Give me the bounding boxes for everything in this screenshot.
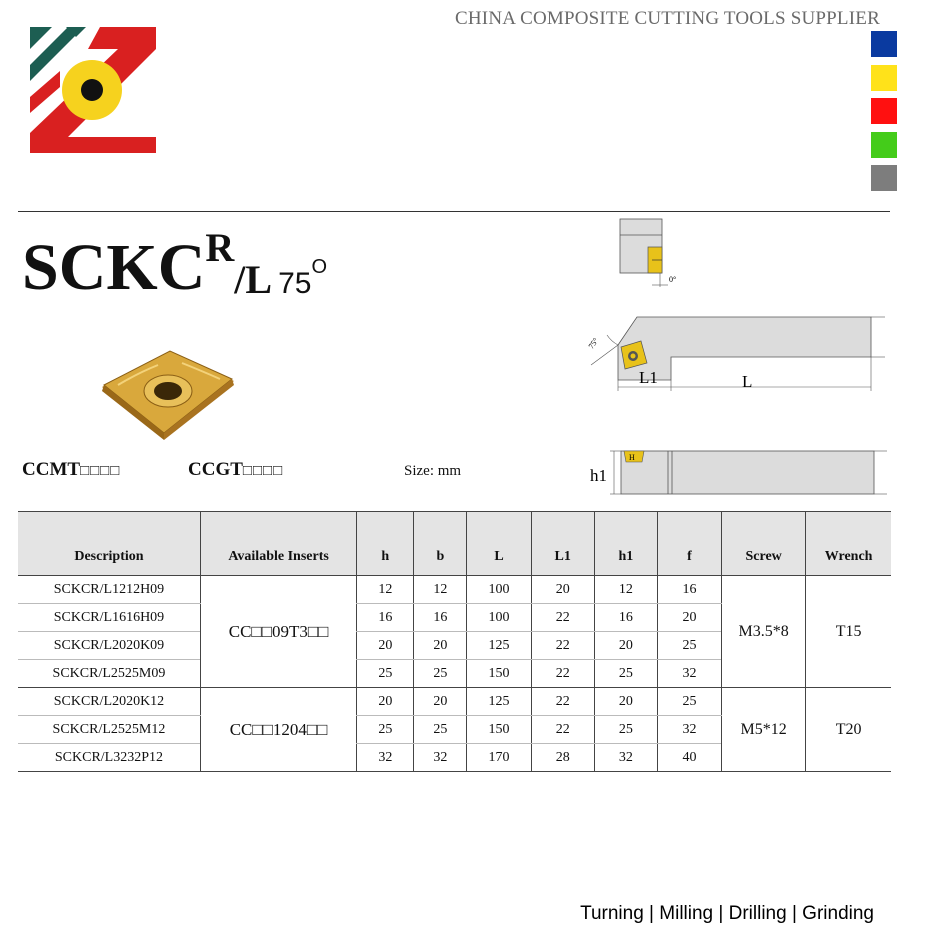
cell-h1: 25: [594, 716, 657, 744]
cell-L1: 22: [531, 716, 594, 744]
header-L: L: [467, 512, 531, 576]
cell-L: 125: [467, 688, 531, 716]
cell-L1: 20: [531, 576, 594, 604]
cell-h: 20: [357, 632, 414, 660]
cell-description: SCKCR/L2525M12: [18, 716, 200, 744]
cell-L: 170: [467, 744, 531, 772]
cell-f: 16: [657, 576, 721, 604]
cell-h1: 32: [594, 744, 657, 772]
spec-table: [18, 511, 891, 772]
color-swatch-grey: [871, 165, 897, 191]
cell-L: 100: [467, 576, 531, 604]
color-swatch-blue: [871, 31, 897, 57]
dim-h1-label: h1: [590, 466, 607, 485]
cell-L: 150: [467, 660, 531, 688]
cell-description: SCKCR/L3232P12: [18, 744, 200, 772]
cell-insert: CC□□09T3□□: [200, 576, 356, 688]
color-swatch-green: [871, 132, 897, 158]
footer-services: Turning | Milling | Drilling | Grinding: [580, 903, 874, 924]
cell-h1: 25: [594, 660, 657, 688]
cell-L1: 22: [531, 688, 594, 716]
cell-f: 20: [657, 604, 721, 632]
header-b: b: [414, 512, 467, 576]
top-view-drawing: [612, 215, 692, 290]
dim-L1-label: L1: [639, 368, 658, 387]
company-logo: [30, 27, 156, 153]
product-title: [22, 225, 328, 304]
cell-wrench: T20: [806, 688, 891, 772]
table-row: [18, 688, 891, 716]
cell-L1: 28: [531, 744, 594, 772]
cell-description: SCKCR/L1212H09: [18, 576, 200, 604]
cell-h: 25: [357, 660, 414, 688]
cell-h1: 16: [594, 604, 657, 632]
cell-L: 150: [467, 716, 531, 744]
cell-L1: 22: [531, 604, 594, 632]
cell-f: 32: [657, 660, 721, 688]
table-row: [18, 576, 891, 604]
title-variant: L: [245, 257, 273, 302]
cell-h1: 12: [594, 576, 657, 604]
cell-f: 25: [657, 688, 721, 716]
cell-description: SCKCR/L2020K09: [18, 632, 200, 660]
cell-description: SCKCR/L2020K12: [18, 688, 200, 716]
cell-L: 125: [467, 632, 531, 660]
header-screw: Screw: [722, 512, 806, 576]
f-marker-label: H: [629, 453, 635, 462]
cell-b: 16: [414, 604, 467, 632]
cell-insert: CC□□1204□□: [200, 688, 356, 772]
dim-L-label: L: [742, 372, 753, 391]
header-wrench: Wrench: [806, 512, 891, 576]
top-view-angle-label: 0°: [669, 275, 677, 284]
title-angle: $75^O$: [278, 256, 328, 300]
header-h: h: [357, 512, 414, 576]
cell-b: 20: [414, 688, 467, 716]
header-description: Description: [18, 512, 200, 576]
insert-code-ccgt: CCGT□□□□: [188, 459, 284, 480]
insert-code-ccmt: CCMT□□□□: [22, 459, 121, 480]
cell-b: 20: [414, 632, 467, 660]
cell-description: SCKCR/L1616H09: [18, 604, 200, 632]
color-swatch-red: [871, 98, 897, 124]
table-header-row: [18, 512, 891, 576]
color-swatch-yellow: [871, 65, 897, 91]
side-angle-label: 75°: [586, 336, 601, 351]
company-tagline: CHINA COMPOSITE CUTTING TOOLS SUPPLIER: [455, 8, 880, 29]
cell-L: 100: [467, 604, 531, 632]
cell-h1: 20: [594, 632, 657, 660]
cell-h: 25: [357, 716, 414, 744]
cell-b: 32: [414, 744, 467, 772]
cell-f: 40: [657, 744, 721, 772]
cell-wrench: T15: [806, 576, 891, 688]
size-unit-note: Size: mm: [404, 463, 462, 479]
cell-f: 25: [657, 632, 721, 660]
cell-screw: M5*12: [722, 688, 806, 772]
cell-L1: 22: [531, 632, 594, 660]
header-h1: h1: [594, 512, 657, 576]
cell-b: 25: [414, 660, 467, 688]
cell-h: 12: [357, 576, 414, 604]
cell-L1: 22: [531, 660, 594, 688]
cell-h: 20: [357, 688, 414, 716]
header-L1: L1: [531, 512, 594, 576]
cell-screw: M3.5*8: [722, 576, 806, 688]
header-divider: [18, 211, 890, 212]
header-available-inserts: Available Inserts: [200, 512, 356, 576]
header-f: f: [657, 512, 721, 576]
cell-h: 32: [357, 744, 414, 772]
front-view-drawing: [588, 448, 888, 498]
cell-b: 12: [414, 576, 467, 604]
cell-h1: 20: [594, 688, 657, 716]
title-sup: R: [205, 225, 235, 270]
cell-description: SCKCR/L2525M09: [18, 660, 200, 688]
cell-f: 32: [657, 716, 721, 744]
side-view-drawing: [585, 305, 885, 395]
title-main: SCKC: [22, 231, 206, 304]
insert-illustration: [98, 345, 238, 440]
cell-b: 25: [414, 716, 467, 744]
title-slash: /: [234, 257, 246, 302]
cell-h: 16: [357, 604, 414, 632]
